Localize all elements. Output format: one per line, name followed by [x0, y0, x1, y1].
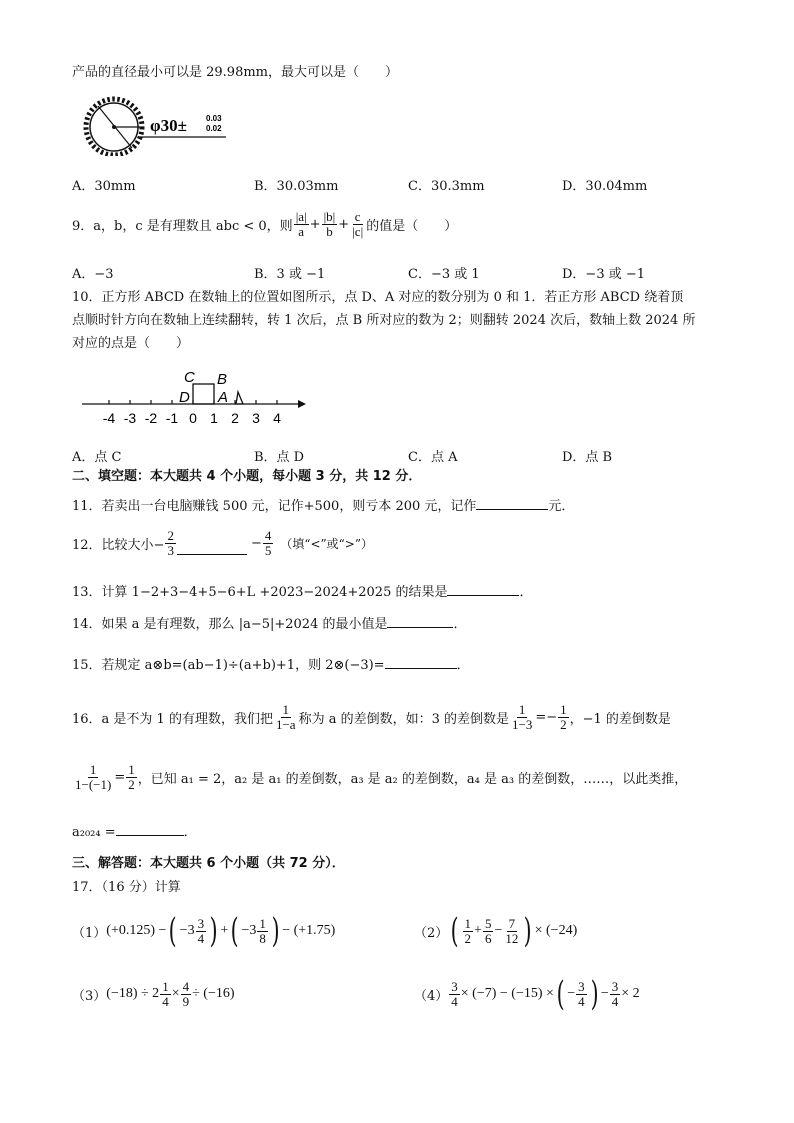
q10-option-b: B．点 D — [254, 450, 305, 465]
axis-tick-label: 1 — [210, 410, 218, 426]
point-c-label: C — [184, 369, 195, 386]
point-b-label: B — [217, 371, 228, 388]
square-abcd — [193, 384, 214, 404]
q11-answer-blank — [476, 497, 548, 510]
q10-option-d: D．点 B — [562, 450, 613, 465]
diameter-label: φ30± — [150, 116, 187, 135]
q9-option-b: B．3 或 −1 — [254, 267, 326, 282]
axis-tick-label: -1 — [165, 410, 179, 426]
axis-tick-label: -3 — [123, 410, 137, 426]
q12: 12．比较大小− $\frac{2}{3}$ − $\frac{4}{5}$ （填“<”或“>”） — [72, 527, 373, 558]
q10-option-c: C．点 A — [408, 450, 458, 465]
q17-part1: （1） (+0.125) − ( −3 $\frac{3}{4}$ ) + ( −3 $\frac{1}{8}$ ) − (+1.75) — [72, 911, 336, 951]
tolerance-lower: 0.02 — [206, 124, 222, 133]
q9-option-c: C．−3 或 1 — [408, 267, 480, 282]
q16-line1: 16．a 是不为 1 的有理数，我们把 $\frac{1}{1-a}$ 称为 a 的差倒数，如：3 的差倒数是 $\frac{1}{1-3}$ =− $\frac{1}{2}$ ，−1 的差倒数是 — [72, 701, 671, 732]
q9-stem: 9． a，b，c 是有理数且 abc < 0，则 $\frac{|a|}{a}$ + $\frac{|b|}{b}$ + $\frac{c}{|c|}$ 的值是（ ） — [72, 208, 458, 239]
point-d-label: D — [179, 389, 190, 406]
q10-line2: 点顺时针方向在数轴上连续翻转，转 1 次后，点 B 所对应的数为 2；则翻转 2024 次后，数轴上数 2024 所 — [72, 313, 696, 328]
axis-tick-label: -4 — [102, 410, 116, 426]
axis-tick-label: 2 — [231, 410, 239, 426]
q17-title: 17．（16 分）计算 — [72, 880, 181, 895]
gear-icon — [86, 99, 142, 155]
q15-answer-blank — [385, 656, 457, 669]
q17-part3: （3） (−18) ÷ 2 $\frac{1}{4}$ × $\frac{4}{9}$ ÷ (−16) — [72, 978, 235, 1009]
q17-part4: （4） $\frac{3}{4}$ × (−7) − (−15) × ( − $\frac{3}{4}$ ) − $\frac{3}{4}$ × 2 — [414, 974, 640, 1014]
q10-line1: 10．正方形 ABCD 在数轴上的位置如图所示，点 D、A 对应的数分别为 0 和 1．若正方形 ABCD 绕着顶 — [72, 290, 684, 305]
q10-line3: 对应的点是（ ） — [72, 336, 190, 351]
q13-answer-blank — [447, 583, 519, 596]
q12-answer-blank — [177, 542, 247, 555]
q14: 14．如果 a 是有理数，那么 |a−5|+2024 的最小值是 ． — [72, 617, 467, 632]
q9-option-a: A．−3 — [72, 267, 114, 282]
q8-option-c: C．30.3mm — [408, 179, 485, 194]
axis-tick-label: 4 — [273, 410, 281, 426]
axis-tick-label: -2 — [144, 410, 158, 426]
axis-tick-label: 3 — [252, 410, 260, 426]
section-3-heading: 三、解答题：本大题共 6 个小题（共 72 分）． — [72, 856, 345, 871]
number-line-diagram — [80, 366, 310, 430]
point-a-label: A — [218, 389, 229, 406]
q9-option-d: D．−3 或 −1 — [562, 267, 646, 282]
q16-line3: a₂₀₂₄ = ． — [72, 825, 197, 840]
q15: 15．若规定 a⊗b=(ab−1)÷(a+b)+1，则 2⊗(−3)= ． — [72, 658, 470, 673]
tolerance-upper: 0.03 — [206, 114, 222, 123]
q16-answer-blank — [116, 823, 184, 836]
q17-part2: （2） ( $\frac{1}{2}$ + $\frac{5}{6}$ − $\frac{7}{12}$ ) × (−24) — [414, 911, 578, 951]
q16-line2: $\frac{1}{1-(-1)}$ = $\frac{1}{2}$ ，已知 a₁ = 2，a₂ 是 a₁ 的差倒数，a₃ 是 a₂ 的差倒数，a₄ 是 a₃ 的差倒数，……，以此类推， — [75, 761, 688, 792]
q8-option-b: B．30.03mm — [254, 179, 339, 194]
q8-option-a: A．30mm — [72, 179, 136, 194]
section-2-heading: 二、填空题：本大题共 4 个小题，每小题 3 分，共 12 分． — [72, 469, 422, 484]
q8-stem: 产品的直径最小可以是 29.98mm，最大可以是（ ） — [72, 65, 399, 80]
q8-option-d: D．30.04mm — [562, 179, 648, 194]
axis-tick-label: 0 — [189, 410, 197, 426]
q14-answer-blank — [387, 615, 453, 628]
q10-option-a: A．点 C — [72, 450, 122, 465]
gear-diagram — [80, 94, 230, 156]
q11: 11．若卖出一台电脑赚钱 500 元，记作+500，则亏本 200 元，记作 元． — [72, 499, 575, 514]
q13: 13．计算 1−2+3−4+5−6+L +2023−2024+2025 的结果是 ． — [72, 585, 533, 600]
